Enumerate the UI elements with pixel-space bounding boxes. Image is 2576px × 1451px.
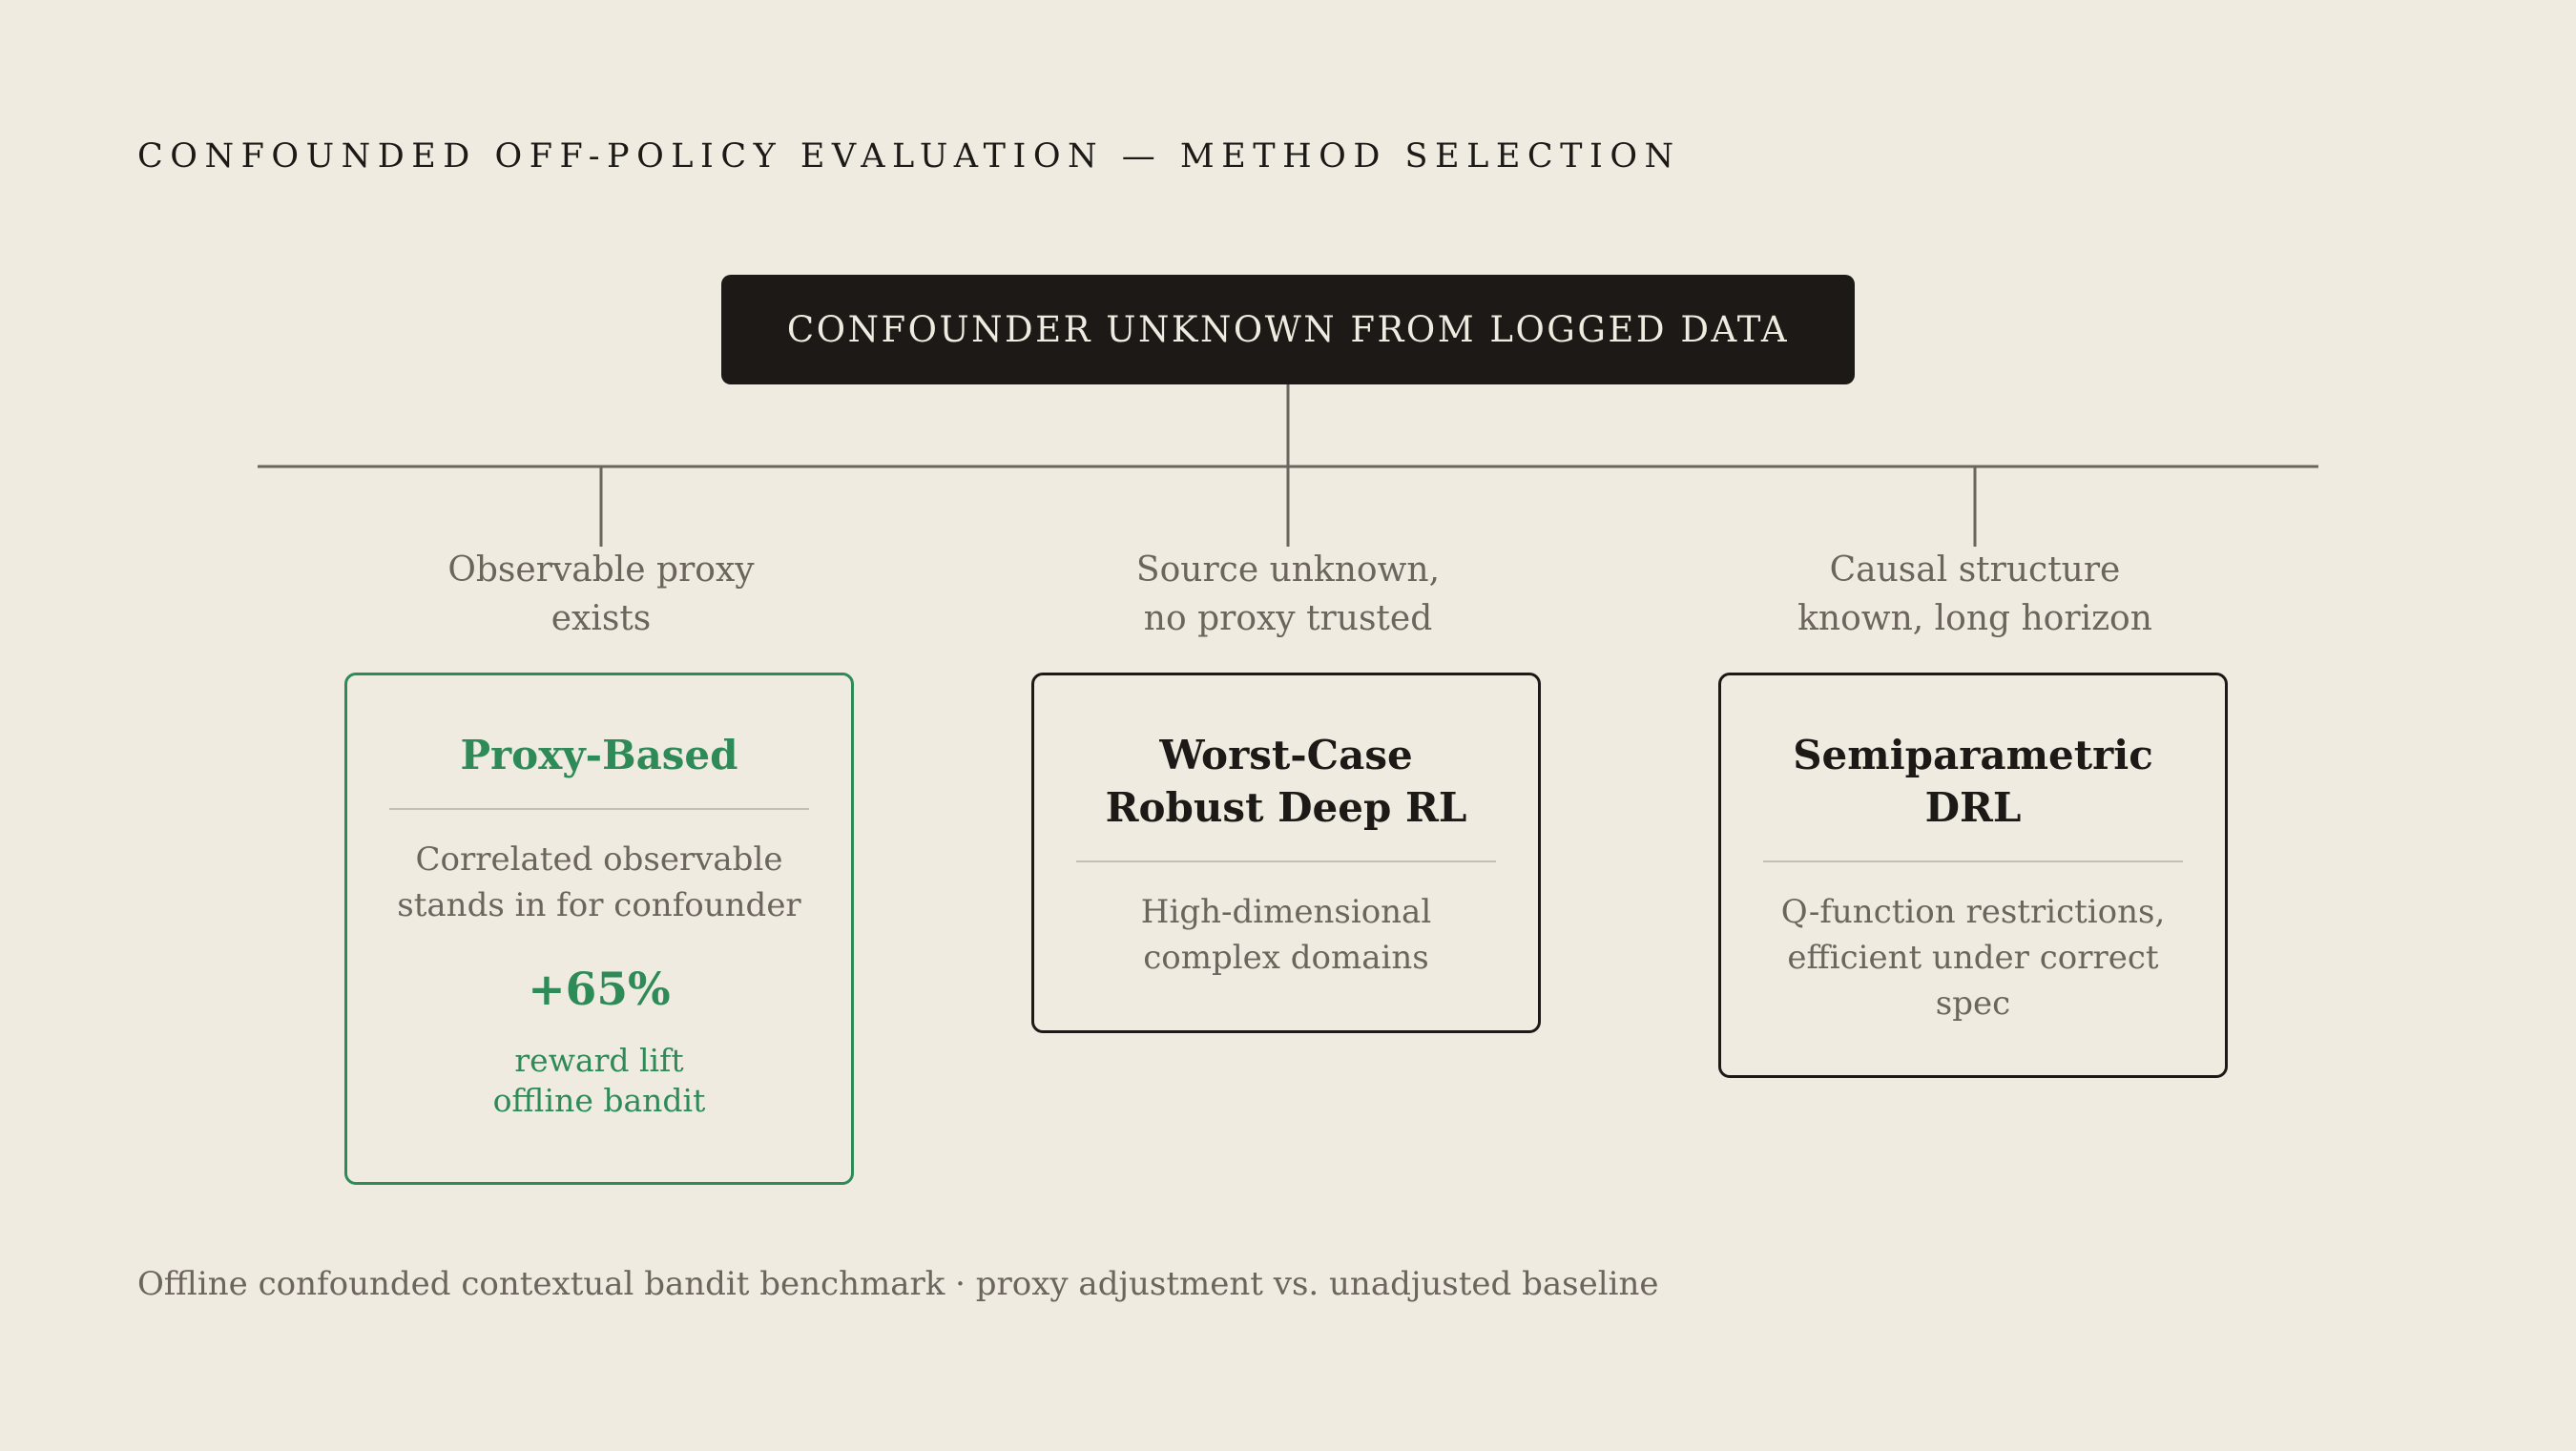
branch-condition-line: known, long horizon	[1797, 599, 2152, 638]
method-card-title	[1721, 729, 2225, 834]
method-card-description-line: High-dimensional	[1140, 893, 1432, 931]
metric-caption	[347, 1041, 851, 1121]
page-title: CONFOUNDED OFF-POLICY EVALUATION — METHOD SELECTION	[137, 137, 1681, 176]
method-card-description-line: efficient under correct	[1787, 939, 2159, 977]
method-card-proxy-based	[344, 673, 854, 1185]
method-card-description-line: Q-function restrictions,	[1780, 893, 2166, 931]
footnote: Offline confounded contextual bandit benchmark · proxy adjustment vs. unadjusted baseline	[137, 1265, 1659, 1303]
method-card-title-line: Proxy-Based	[460, 732, 738, 778]
branch-condition-line: Source unknown,	[1135, 550, 1441, 590]
method-card-title-line: Robust Deep RL	[1105, 784, 1467, 831]
method-card-description-line: Correlated observable	[415, 840, 783, 879]
metric-caption-line: offline bandit	[492, 1082, 706, 1119]
method-card-semiparametric-drl	[1718, 673, 2228, 1078]
method-card-description	[1721, 889, 2225, 1026]
branch-condition-causal	[1727, 546, 2223, 643]
root-node	[721, 275, 1855, 384]
method-card-divider	[1763, 860, 2183, 862]
method-card-description	[347, 837, 851, 928]
method-card-description-line: spec	[1935, 985, 2011, 1023]
method-card-description	[1034, 889, 1538, 981]
metric-caption-line: reward lift	[514, 1042, 684, 1079]
branch-condition-line: no proxy trusted	[1143, 599, 1433, 638]
branch-condition-line: Causal structure	[1829, 550, 2121, 590]
method-card-description-line: complex domains	[1143, 939, 1429, 977]
branch-condition-proxy	[353, 546, 849, 643]
branch-condition-no-proxy	[1040, 546, 1536, 643]
method-card-worst-case-robust-deep-rl	[1031, 673, 1541, 1033]
method-card-title-line: DRL	[1924, 784, 2022, 831]
method-card-divider	[1076, 860, 1496, 862]
method-card-title	[1034, 729, 1538, 834]
method-card-title-line: Worst-Case	[1159, 732, 1413, 778]
root-node-label: CONFOUNDER UNKNOWN FROM LOGGED DATA	[786, 309, 1790, 350]
method-card-title	[347, 729, 851, 781]
method-card-title-line: Semiparametric	[1793, 732, 2153, 778]
branch-condition-line: Observable proxy	[447, 550, 755, 590]
branch-condition-line: exists	[551, 599, 652, 638]
method-card-divider	[389, 808, 809, 810]
metric-value: +65%	[528, 964, 671, 1016]
method-card-description-line: stands in for confounder	[397, 886, 801, 924]
